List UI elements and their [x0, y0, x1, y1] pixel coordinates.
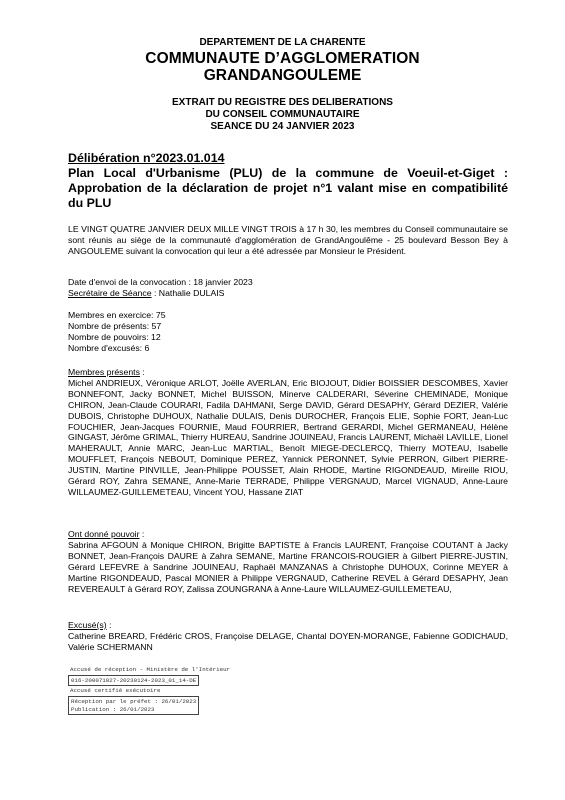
members-present-section: [68, 367, 508, 498]
members-present-colon: :: [139, 367, 145, 377]
proxies-colon: :: [139, 529, 145, 539]
deliberation-heading: [68, 151, 508, 211]
count-excuses: Nombre d'excusés: 6: [68, 342, 150, 353]
organization-name-line1: COMMUNAUTE D’AGGLOMERATION: [145, 50, 420, 67]
count-exercice: Membres en exercice: 75: [68, 310, 166, 320]
department-heading: DEPARTEMENT DE LA CHARENTE: [199, 37, 366, 48]
excused-section: [68, 620, 508, 653]
intro-paragraph: LE VINGT QUATRE JANVIER DEUX MILLE VINGT TROIS à 17 h 30, les membres du Conseil communautaire se sont réunis au siège de la communauté d'agglomération de GrandAngoulême - 25 boulevard Besson Bey à ANGOULEME suivant la convocation qui leur a été adressée par Monsieur le Président.: [68, 224, 508, 256]
members-present-list: Michel ANDRIEUX, Véronique ARLOT, Joëlle AVERLAN, Eric BIOJOUT, Didier BOISSIER DESCOMBES, Xavier BONNEFONT, Jacky BONNET, Michel BUISSON, Minerve CALDERARI, Séverine CHEMINADE, Monique CHIRON, Jean-Claude COURARI, Fadila DAHMANI, Serge DAVID, Gérard DESAPHY, Gérard DEZIER, Valérie DUBOIS, Christophe DUHOUX, Nathalie DULAIS, Denis DUROCHER, François ELIE, Sophie FORT, Jean-Luc FOUCHIER, Jean-Jacques FOURNIE, Maud FOURRIER, Bertrand GERARDI, Michel GERMANEAU, Hélène GINGAST, Jérôme GRIMAL, Thierry HUREAU, Sandrine JOUINEAU, Francis LAURENT, Michaël LAVILLE, Lionel MAHERAULT, Annie MARC, Jean-Luc MARTIAL, Benoît MIEGE-DECLERCQ, Thierry MOTEAU, Isabelle MOUFFLET, François NEBOUT, Dominique PEREZ, Yannick PERONNET, Sylvie PERRON, Gilbert PIERRE-JUSTIN, Martine PINVILLE, Jean-Philippe POUSSET, Alain RHODE, Martine RIGONDEAUD, Mireille RIOU, Gérard ROY, Zahra SEMANE, Anne-Marie TERRADE, Philippe VERGNAUD, Marcel VIGNAUD, Anne-Laure WILLAUMEZ-GUILLEMETEAU, Vincent YOU, Hassane ZIAT: [68, 377, 508, 497]
stamp-publication-date: Publication : 26/01/2023: [71, 705, 155, 713]
excused-label: Excusé(s): [68, 620, 107, 630]
members-present-label: Membres présents: [68, 367, 140, 377]
proxies-list: Sabrina AFGOUN à Monique CHIRON, Brigitte BAPTISTE à Francis LAURENT, Françoise COUTANT à Jacky BONNET, Jean-François DAURE à Zahra SEMANE, Martine FRANCOIS-ROUGIER à Gilbert PIERRE-JUSTIN, Gérard LEFEVRE à Sandrine JOUINEAU, Raphaël MANZANAS à Christophe DUHOUX, Corinne MEYER à Martine RIGONDEAUD, Pascal MONIER à Philippe VERGNAUD, Catherine REVEL à Gérard DESAPHY, Jean REVEREAULT à Gérard ROY, Zalissa ZOUNGRANA à Anne-Laure WILLAUMEZ-GUILLEMETEAU,: [68, 539, 508, 594]
secretary-name: : Nathalie DULAIS: [151, 287, 225, 298]
register-extract-heading: [0, 97, 565, 133]
member-counts: [68, 310, 508, 354]
deliberation-number: Délibération n°2023.01.014: [68, 151, 225, 165]
secretary-line: [68, 288, 508, 299]
proxies-section: [68, 529, 508, 594]
session-date: SEANCE DU 24 JANVIER 2023: [210, 121, 355, 132]
count-pouvoirs: Nombre de pouvoirs: 12: [68, 331, 161, 342]
stamp-prefecture-date: Réception par le préfet : 26/01/2023: [71, 698, 197, 705]
deliberation-title: Plan Local d'Urbanisme (PLU) de la commune de Voeuil-et-Giget : Approbation de la déclaration de projet n°1 valant mise en compatibilité du PLU: [68, 166, 508, 210]
secretary-label: Secrétaire de Séance: [68, 287, 152, 298]
stamp-certified: Accusé certifié exécutoire: [70, 687, 161, 694]
proxies-label: Ont donné pouvoir: [68, 529, 140, 539]
excused-colon: :: [106, 620, 112, 630]
members-present-heading: [68, 367, 508, 378]
extract-line-2: DU CONSEIL COMMUNAUTAIRE: [205, 109, 360, 120]
stamp-receipt-title: Accusé de réception - Ministère de l'Intérieur: [70, 666, 231, 673]
proxies-heading: [68, 529, 508, 540]
stamp-dates-box: [68, 696, 199, 715]
excused-heading: [68, 620, 508, 631]
convocation-block: [68, 277, 508, 299]
count-presents: Nombre de présents: 57: [68, 320, 162, 331]
stamp-reference-box: [68, 675, 199, 686]
convocation-date: Date d'envoi de la convocation : 18 janvier 2023: [68, 277, 253, 287]
excused-list: Catherine BREARD, Frédéric CROS, Françoise DELAGE, Chantal DOYEN-MORANGE, Fabienne GODICHAUD, Valérie SCHERMANN: [68, 630, 508, 652]
organization-name-line2: GRANDANGOULEME: [203, 67, 362, 84]
extract-line-1: EXTRAIT DU REGISTRE DES DELIBERATIONS: [172, 97, 393, 108]
stamp-reference: 016-200071827-20230124-2023_01_14-DE: [71, 677, 197, 684]
